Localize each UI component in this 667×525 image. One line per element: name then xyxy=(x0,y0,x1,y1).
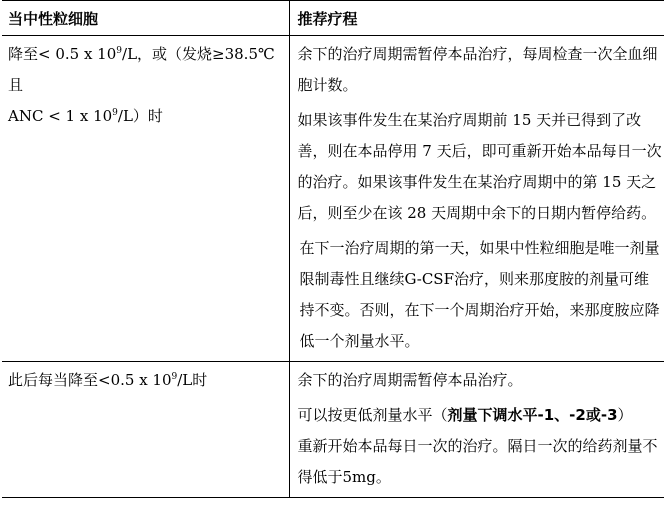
table-row xyxy=(2,362,664,498)
row1-condition-cell xyxy=(2,36,289,362)
dose-reduction-levels: 剂量下调水平-1、-2或-3 xyxy=(447,406,618,424)
row2-condition-exp: 9 xyxy=(171,372,178,382)
row2-treatment-cell xyxy=(289,362,664,498)
row1-condition-c: ANC < 1 x 10 xyxy=(8,107,113,125)
row1-treatment-cell xyxy=(289,36,664,362)
row1-paragraph-3: 在下一治疗周期的第一天，如果中性粒细胞是唯一剂量限制毒性且继续G-CSF治疗，则来那度胺的剂量可维持不变。否则，在下一个周期治疗开始，来那度胺应降低一个剂量水平。 xyxy=(299,239,660,350)
row1-condition-b: /L，或（发烧≥38.5℃且 xyxy=(8,45,275,94)
row1-condition-a: 降至< 0.5 x 10 xyxy=(8,45,117,63)
row1-condition-exp: 9 xyxy=(116,46,123,56)
row1-condition-d: /L）时 xyxy=(117,107,163,125)
row2-condition-b: /L时 xyxy=(177,371,208,389)
row1-condition-exp2: 9 xyxy=(112,108,118,118)
row2-paragraph-1: 余下的治疗周期需暂停本品治疗。 xyxy=(297,371,523,389)
row2-condition-cell xyxy=(2,362,289,498)
row1-paragraph-2: 如果该事件发生在某治疗周期前 15 天并已得到了改善，则在本品停用 7 天后，即可重新开始本品每日一次的治疗。如果该事件发生在某治疗周期中的第 15 天之后，则至少在该 28 天周期中余下的日期内暂停给药。 xyxy=(297,111,662,222)
table-header-row xyxy=(2,1,664,36)
row2-paragraph-2-a: 可以按更低剂量水平（ xyxy=(297,406,448,424)
header-recommended-course: 推荐疗程 xyxy=(289,1,664,36)
neutropenia-dose-table xyxy=(2,0,664,498)
row2-condition-a: 此后每当降至<0.5 x 10 xyxy=(8,371,172,389)
header-neutrophil: 当中性粒细胞 xyxy=(2,1,289,36)
row2-paragraph-2 xyxy=(298,400,663,431)
row1-paragraph-1: 余下的治疗周期需暂停本品治疗，每周检查一次全血细胞计数。 xyxy=(297,45,658,94)
row2-paragraph-3: 重新开始本品每日一次的治疗。隔日一次的给药剂量不得低于5mg。 xyxy=(297,437,658,486)
table-row xyxy=(2,36,664,362)
row2-paragraph-2-b: ） xyxy=(617,406,633,424)
